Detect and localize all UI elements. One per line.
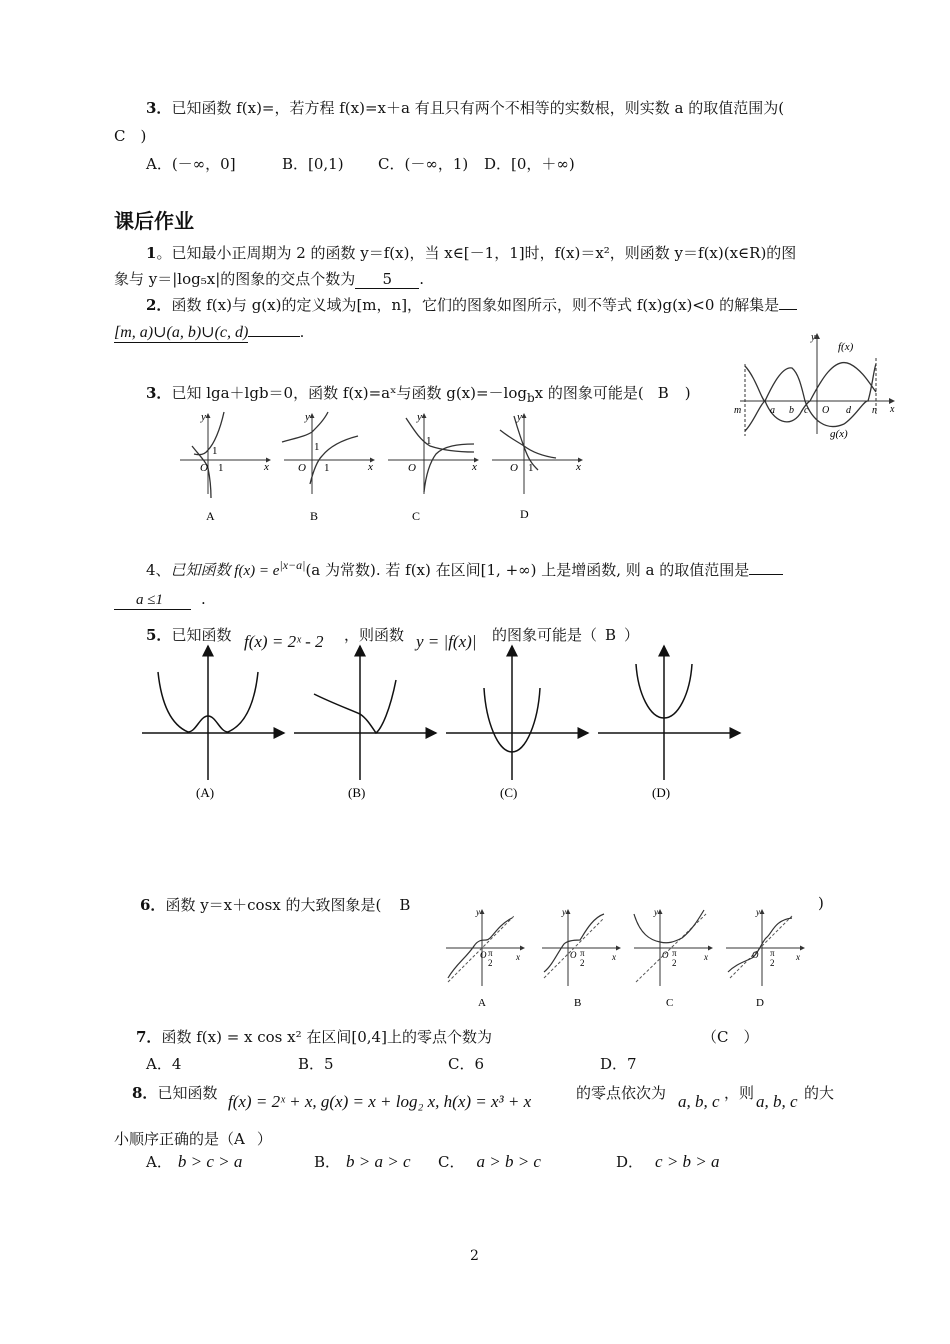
o-label: O	[480, 950, 487, 960]
label-b: B	[574, 997, 582, 1009]
hw8-option-a	[146, 1151, 242, 1172]
two-label: 2	[580, 958, 585, 968]
question-text: 已知 lga＋lgb＝0，函数 f(x)=aˣ与函数 g(x)=－log	[171, 384, 527, 402]
hw8-line2	[114, 1128, 272, 1149]
period: .	[300, 324, 305, 341]
question-text: 象与 y＝|log₅x|的图象的交点个数为	[114, 270, 356, 288]
one-label-x: 1	[218, 462, 224, 474]
period: .	[419, 270, 425, 288]
hw6-close-paren: )	[818, 894, 824, 912]
question-text: 函数 f(x)与 g(x)的定义域为[m，n]，它们的图象如图所示，则不等式 f(x)g(x)<0 的解集是	[171, 296, 780, 314]
label-a: A	[206, 509, 215, 523]
y-label: y	[476, 907, 480, 917]
hw7-stem	[136, 1026, 492, 1047]
answer-blank-tail	[248, 336, 300, 337]
x-label: x	[890, 404, 895, 415]
hw7-option-a: A．4	[146, 1055, 182, 1073]
hw6-graph-b	[542, 907, 620, 1009]
y-label: y	[305, 411, 310, 423]
hw5-formula2: y = |f(x)|	[416, 632, 477, 651]
hw8-vars2: a, b, c	[756, 1092, 798, 1111]
hw5-text2: ，则函数	[344, 626, 405, 644]
a-label: a	[770, 405, 775, 416]
question-number: 3．	[146, 384, 172, 402]
o-label: O	[510, 462, 518, 474]
option-value: b > a > c	[346, 1152, 411, 1171]
answer-value: [m, a)∪(a, b)∪(c, d)	[114, 324, 249, 341]
o-label: O	[200, 462, 208, 474]
answer-value: B	[605, 626, 617, 644]
q3-top-stem	[146, 97, 784, 118]
label-c: (C)	[500, 785, 518, 800]
question-text: 已知函数	[157, 1084, 218, 1102]
hw4-answer-line	[114, 590, 206, 610]
n-label: n	[872, 405, 877, 416]
x-label: x	[264, 461, 269, 473]
hw6-graph-d	[726, 907, 804, 1009]
o-label: O	[570, 950, 577, 960]
question-number: 2．	[146, 296, 172, 314]
two-label: 2	[770, 958, 775, 968]
label-c: C	[412, 509, 421, 523]
hw1-line2	[114, 268, 424, 289]
question-text: 函数 y＝x＋cosx 的大致图象是(	[165, 896, 382, 914]
x-label: x	[704, 952, 708, 962]
hw8-option-c	[438, 1151, 541, 1172]
hw3-graph-d	[492, 411, 582, 521]
question-text: 已知函数 f(x)=，若方程 f(x)=x＋a 有且只有两个不相等的实数根，则实数 a 的取值范围为(	[171, 99, 785, 117]
hw2-line1	[146, 294, 797, 315]
option-label: D．	[616, 1153, 644, 1171]
pi-label: π	[580, 948, 585, 958]
m-label: m	[734, 405, 742, 416]
two-label: 2	[672, 958, 677, 968]
label-d: (D)	[652, 785, 671, 800]
g-label: g(x)	[830, 428, 848, 440]
hw5-graphs	[138, 640, 750, 806]
x-label: x	[472, 461, 477, 473]
one-label: 1	[212, 445, 218, 457]
label-a: (A)	[196, 785, 215, 800]
y-label: y	[517, 411, 522, 423]
q3-top-option-d: D．[0，＋∞)	[484, 155, 575, 173]
pi-label: π	[770, 948, 775, 958]
one-label-x: 1	[528, 462, 534, 474]
period: .	[200, 590, 206, 608]
close-paren: )	[684, 384, 691, 402]
hw8-text4: 的大	[804, 1084, 835, 1102]
y-label: y	[562, 907, 566, 917]
one-label: 1	[426, 435, 432, 447]
pi-label: π	[488, 948, 493, 958]
o-label: O	[822, 405, 830, 416]
hw5-formula1: f(x) = 2ˣ - 2	[244, 632, 324, 651]
question-text-2: (a 为常数). 若 f(x) 在区间[1, +∞) 上是增函数, 则 a 的取值范围是	[305, 561, 750, 579]
question-text: 。已知最小正周期为 2 的函数 y＝f(x)，当 x∈[－1，1]时，f(x)＝x²，则函数 y＝f(x)(x∈R)的图	[156, 244, 797, 262]
answer-blank-lead	[749, 574, 783, 575]
answer-value: a ≤1	[136, 592, 163, 608]
hw8-text2: 的零点依次为	[576, 1084, 667, 1102]
c-label: c	[804, 405, 809, 416]
q3-top-option-a: A．(－∞，0]	[146, 155, 236, 173]
hw5-graph-a	[142, 646, 284, 800]
hw7-option-b: B．5	[298, 1055, 334, 1073]
x-label: x	[796, 952, 800, 962]
x-label: x	[368, 461, 373, 473]
y-label: y	[756, 907, 760, 917]
x-label: x	[612, 952, 616, 962]
close-paren: ）	[256, 1130, 272, 1148]
one-label-x: 1	[324, 462, 330, 474]
close-paren: ）	[624, 626, 640, 644]
option-value: a > b > c	[476, 1152, 541, 1171]
option-value: b > c > a	[177, 1152, 243, 1171]
question-number: 7．	[136, 1028, 162, 1046]
y-label: y	[811, 332, 816, 343]
question-text: 已知函数 f(x) = e	[170, 563, 280, 579]
hw5-graph-c	[446, 646, 588, 800]
section-title: 课后作业	[114, 209, 194, 233]
hw3-stem	[146, 382, 691, 405]
pi-label: π	[672, 948, 677, 958]
o-label: O	[662, 950, 669, 960]
hw8-option-b	[314, 1151, 411, 1172]
hw3-graphs	[174, 406, 594, 526]
hw2-graph	[734, 328, 900, 440]
o-label: O	[298, 462, 306, 474]
hw8-vars: a, b, c	[678, 1092, 720, 1111]
two-label: 2	[488, 958, 493, 968]
label-b: (B)	[348, 785, 366, 800]
answer-value: B	[399, 896, 411, 914]
y-label: y	[417, 411, 422, 423]
one-label: 1	[314, 441, 320, 453]
option-label: A．	[146, 1153, 172, 1171]
answer-value: 5	[382, 270, 393, 288]
question-text: 函数 f(x) = x cos x² 在区间[0,4]上的零点个数为	[161, 1028, 492, 1046]
hw7-option-d: D．7	[600, 1055, 637, 1073]
label-c: C	[666, 997, 674, 1009]
o-label: O	[752, 950, 759, 960]
hw8-text3: ，则	[724, 1084, 755, 1102]
log-base: b	[526, 391, 535, 405]
q3-top-option-c: C．(－∞，1)	[378, 155, 469, 173]
x-label: x	[516, 952, 520, 962]
hw6-graph-c	[634, 907, 712, 1009]
g-curve	[745, 364, 876, 431]
answer-value: A	[234, 1130, 245, 1148]
option-value: c > b > a	[655, 1152, 720, 1171]
question-text-2: 小顺序正确的是（	[114, 1130, 235, 1148]
label-d: D	[756, 997, 764, 1009]
d-label: d	[846, 405, 851, 416]
label-d: D	[520, 507, 529, 521]
q3-top-answer: C )	[114, 127, 147, 145]
answer-blank	[114, 590, 191, 610]
question-text-2: x 的图象可能是(	[534, 384, 644, 402]
answer-value: B	[657, 384, 669, 402]
hw5-graph-d	[598, 646, 740, 800]
q3-top-option-b: B．[0,1)	[282, 155, 344, 173]
hw3-graph-c	[388, 411, 478, 523]
question-number: 4、	[146, 561, 171, 579]
hw2-answer-line	[114, 322, 304, 343]
question-number: 1	[146, 244, 157, 262]
exponent: |x−a|	[279, 558, 306, 572]
label-a: A	[478, 997, 486, 1009]
hw3-graph-a	[180, 411, 270, 523]
question-number: 6．	[140, 896, 166, 914]
question-text-3: 的图象可能是（	[492, 626, 598, 644]
answer-blank	[355, 270, 419, 289]
hw6-graph-a	[446, 907, 524, 1009]
question-number: 8．	[132, 1084, 158, 1102]
hw7-answer: （C ）	[702, 1028, 759, 1046]
option-label: C．	[438, 1153, 465, 1171]
hw6-stem	[140, 894, 410, 915]
option-label: B．	[314, 1153, 341, 1171]
x-label: x	[576, 461, 581, 473]
hw8-option-d	[616, 1151, 720, 1172]
question-text: 已知函数	[171, 626, 232, 644]
answer-blank-lead	[779, 309, 797, 310]
question-number: 5．	[146, 626, 172, 644]
label-b: B	[310, 509, 319, 523]
b-label: b	[789, 405, 794, 416]
hw4-stem	[146, 558, 783, 580]
hw6-graphs	[442, 906, 808, 1012]
hw8-formula: f(x) = 2ˣ + x, g(x) = x + log₂ x, h(x) = x³ + x	[228, 1092, 532, 1111]
f-label: f(x)	[838, 341, 854, 353]
y-label: y	[654, 907, 658, 917]
hw5-graph-b	[294, 646, 436, 800]
hw8-stem	[132, 1082, 217, 1103]
y-label: y	[201, 411, 206, 423]
hw3-graph-b	[282, 411, 374, 523]
question-number: 3．	[146, 99, 172, 117]
hw1-line1	[146, 242, 796, 263]
hw7-option-c: C．6	[448, 1055, 485, 1073]
page-number: 2	[470, 1248, 479, 1264]
o-label: O	[408, 462, 416, 474]
